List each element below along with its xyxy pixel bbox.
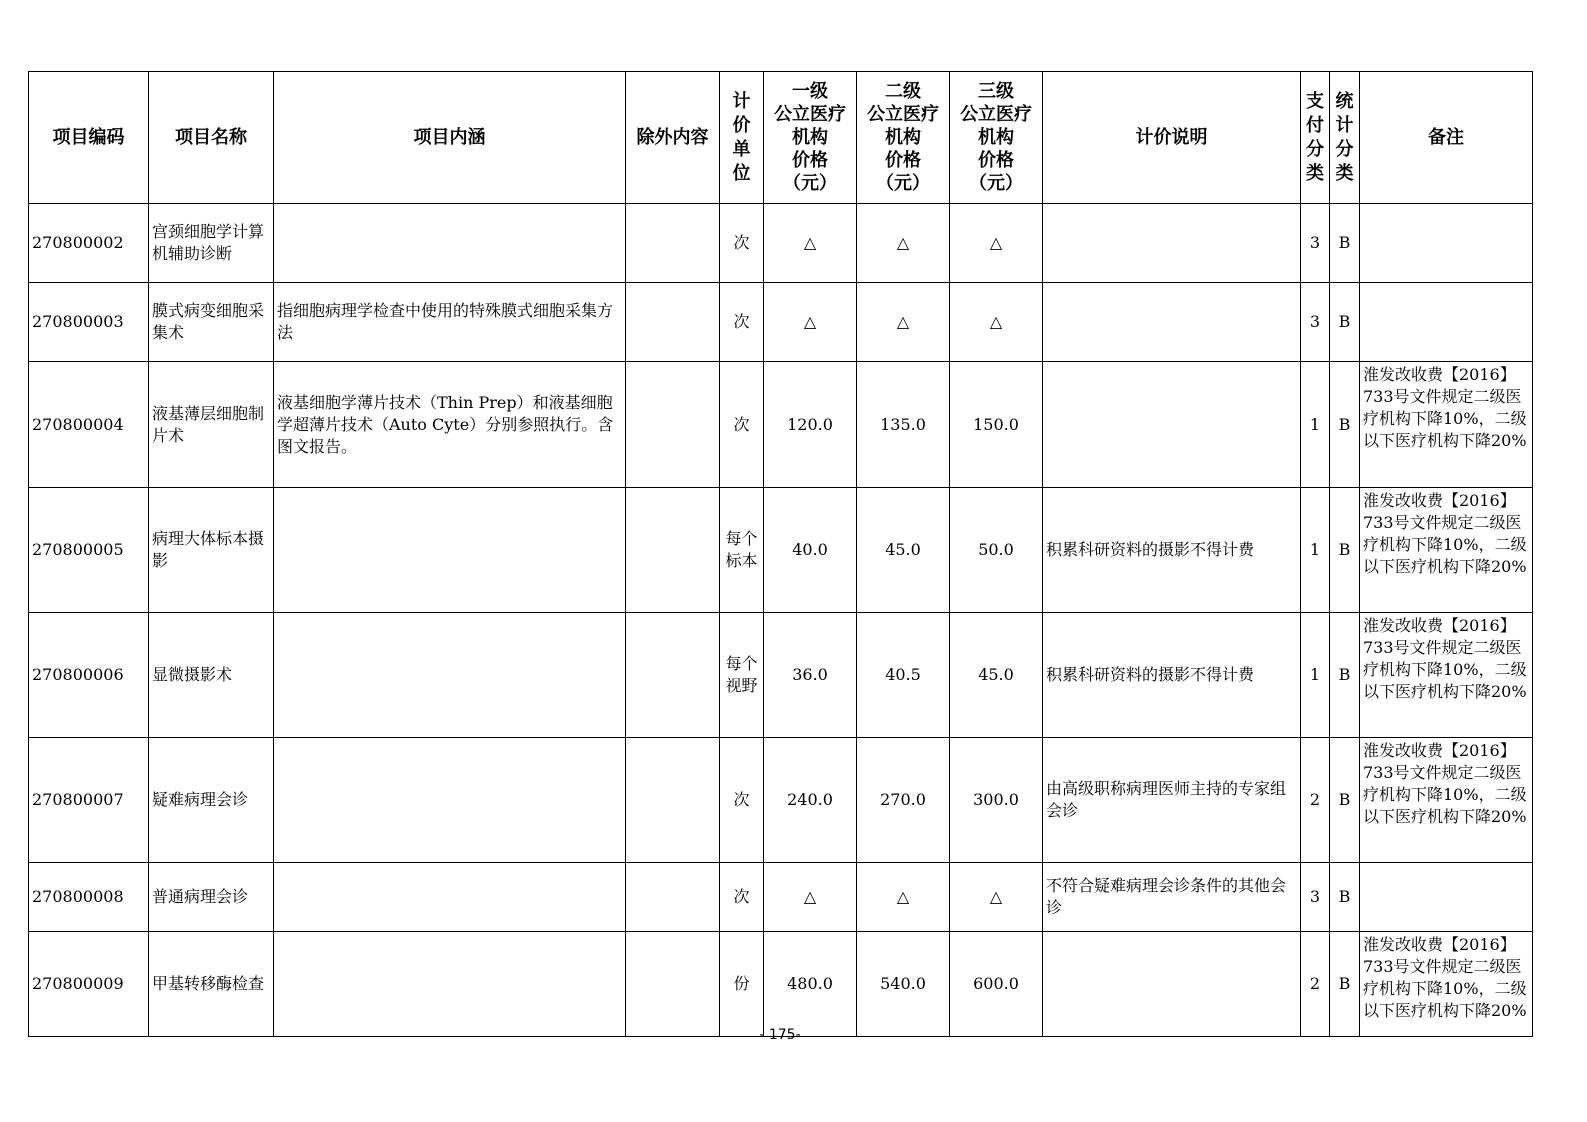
header-price3-line: 价格	[978, 150, 1014, 171]
cell-unit	[720, 932, 764, 1037]
cell-content	[274, 204, 626, 283]
page-number: - 175-	[759, 1027, 801, 1043]
cell-stat: B	[1330, 932, 1360, 1037]
cell-pay: 3	[1301, 283, 1330, 362]
cell-content	[274, 932, 626, 1037]
cell-stat: B	[1330, 863, 1360, 932]
cell-price3: △	[950, 204, 1043, 283]
header-unit-text: 计价单位	[732, 90, 751, 184]
header-price3	[950, 72, 1043, 204]
cell-code: 270800006	[29, 613, 149, 738]
table-row	[29, 863, 1533, 932]
cell-content: 液基细胞学薄片技术（Thin Prep）和液基细胞学超薄片技术（Auto Cyte）分别参照执行。含图文报告。	[274, 362, 626, 488]
cell-desc: 积累科研资料的摄影不得计费	[1043, 613, 1301, 738]
header-price1-line: 一级	[792, 81, 828, 102]
cell-desc	[1043, 932, 1301, 1037]
cell-price1: 36.0	[764, 613, 857, 738]
cell-exclusion	[626, 488, 720, 613]
header-stat-text: 统计分类	[1335, 90, 1354, 184]
cell-exclusion	[626, 204, 720, 283]
header-price2-line: 机构	[885, 127, 921, 148]
header-price3-line: （元）	[969, 173, 1023, 194]
cell-content	[274, 613, 626, 738]
cell-note: 淮发改收费【2016】733号文件规定二级医疗机构下降10%，二级以下医疗机构下降20%	[1360, 362, 1533, 488]
cell-code: 270800005	[29, 488, 149, 613]
cell-stat: B	[1330, 613, 1360, 738]
cell-content	[274, 863, 626, 932]
cell-price2: 40.5	[857, 613, 950, 738]
cell-unit-text: 次	[733, 790, 750, 809]
cell-content	[274, 738, 626, 863]
header-row	[29, 72, 1533, 204]
cell-note: 淮发改收费【2016】733号文件规定二级医疗机构下降10%，二级以下医疗机构下降20%	[1360, 738, 1533, 863]
cell-unit-text: 次	[733, 414, 750, 434]
cell-price3: 150.0	[950, 362, 1043, 488]
cell-content: 指细胞病理学检查中使用的特殊膜式细胞采集方法	[274, 283, 626, 362]
header-note: 备注	[1360, 72, 1533, 204]
cell-unit-text: 份	[733, 974, 750, 993]
cell-name: 宫颈细胞学计算机辅助诊断	[149, 204, 274, 283]
cell-desc	[1043, 204, 1301, 283]
cell-unit	[720, 488, 764, 613]
cell-pay: 2	[1301, 932, 1330, 1037]
cell-price3: 50.0	[950, 488, 1043, 613]
cell-desc: 积累科研资料的摄影不得计费	[1043, 488, 1301, 613]
cell-note	[1360, 283, 1533, 362]
header-price1	[764, 72, 857, 204]
cell-name: 膜式病变细胞采集术	[149, 283, 274, 362]
table-row	[29, 488, 1533, 613]
cell-unit-text: 每个标本	[725, 529, 758, 570]
header-desc: 计价说明	[1043, 72, 1301, 204]
header-price2	[857, 72, 950, 204]
cell-unit	[720, 283, 764, 362]
header-price3-line: 三级	[978, 81, 1014, 102]
cell-price1: 240.0	[764, 738, 857, 863]
cell-stat: B	[1330, 283, 1360, 362]
cell-unit	[720, 738, 764, 863]
cell-unit	[720, 613, 764, 738]
header-exclusion: 除外内容	[626, 72, 720, 204]
cell-price3: △	[950, 283, 1043, 362]
header-price2-line: （元）	[876, 173, 930, 194]
cell-unit	[720, 362, 764, 488]
cell-code: 270800008	[29, 863, 149, 932]
header-pay-text: 支付分类	[1305, 90, 1324, 184]
cell-code: 270800004	[29, 362, 149, 488]
cell-code: 270800002	[29, 204, 149, 283]
cell-name: 甲基转移酶检查	[149, 932, 274, 1037]
cell-exclusion	[626, 932, 720, 1037]
cell-pay: 1	[1301, 362, 1330, 488]
cell-note	[1360, 204, 1533, 283]
cell-stat: B	[1330, 362, 1360, 488]
cell-price2: △	[857, 863, 950, 932]
table-row	[29, 738, 1533, 863]
header-price2-line: 公立医疗	[867, 104, 939, 125]
header-price2-line: 价格	[885, 150, 921, 171]
cell-price2: 45.0	[857, 488, 950, 613]
header-code: 项目编码	[29, 72, 149, 204]
cell-pay: 3	[1301, 204, 1330, 283]
cell-price1: 480.0	[764, 932, 857, 1037]
cell-price3: 300.0	[950, 738, 1043, 863]
header-price1-line: 机构	[792, 127, 828, 148]
cell-name: 病理大体标本摄影	[149, 488, 274, 613]
cell-unit-text: 次	[733, 887, 750, 906]
header-content: 项目内涵	[274, 72, 626, 204]
cell-unit-text: 次	[733, 233, 750, 252]
cell-price3: 45.0	[950, 613, 1043, 738]
cell-note	[1360, 863, 1533, 932]
header-pay	[1301, 72, 1330, 204]
cell-exclusion	[626, 738, 720, 863]
cell-stat: B	[1330, 488, 1360, 613]
cell-price1: △	[764, 283, 857, 362]
cell-desc	[1043, 362, 1301, 488]
cell-exclusion	[626, 613, 720, 738]
header-unit	[720, 72, 764, 204]
cell-unit-text: 次	[733, 312, 750, 331]
cell-price2: △	[857, 283, 950, 362]
cell-note: 淮发改收费【2016】733号文件规定二级医疗机构下降10%，二级以下医疗机构下降20%	[1360, 932, 1533, 1037]
cell-desc: 不符合疑难病理会诊条件的其他会诊	[1043, 863, 1301, 932]
cell-exclusion	[626, 362, 720, 488]
header-stat	[1330, 72, 1360, 204]
header-price3-line: 机构	[978, 127, 1014, 148]
table-row	[29, 362, 1533, 488]
cell-price3: 600.0	[950, 932, 1043, 1037]
price-table	[28, 71, 1533, 1037]
cell-pay: 1	[1301, 488, 1330, 613]
cell-stat: B	[1330, 204, 1360, 283]
cell-code: 270800009	[29, 932, 149, 1037]
table-row	[29, 283, 1533, 362]
cell-code: 270800003	[29, 283, 149, 362]
header-price3-line: 公立医疗	[960, 104, 1032, 125]
cell-exclusion	[626, 863, 720, 932]
cell-desc	[1043, 283, 1301, 362]
cell-note: 淮发改收费【2016】733号文件规定二级医疗机构下降10%，二级以下医疗机构下降20%	[1360, 613, 1533, 738]
header-price1-line: （元）	[783, 173, 837, 194]
cell-unit-text: 每个视野	[725, 654, 758, 695]
cell-price2: 135.0	[857, 362, 950, 488]
header-price1-line: 公立医疗	[774, 104, 846, 125]
header-name: 项目名称	[149, 72, 274, 204]
cell-content	[274, 488, 626, 613]
cell-price1: △	[764, 863, 857, 932]
table-row	[29, 932, 1533, 1037]
cell-price1: 40.0	[764, 488, 857, 613]
cell-pay: 3	[1301, 863, 1330, 932]
cell-name: 疑难病理会诊	[149, 738, 274, 863]
cell-price2: 270.0	[857, 738, 950, 863]
cell-exclusion	[626, 283, 720, 362]
cell-stat: B	[1330, 738, 1360, 863]
cell-price3: △	[950, 863, 1043, 932]
cell-unit	[720, 863, 764, 932]
cell-price1: △	[764, 204, 857, 283]
cell-code: 270800007	[29, 738, 149, 863]
cell-pay: 1	[1301, 613, 1330, 738]
cell-note: 淮发改收费【2016】733号文件规定二级医疗机构下降10%，二级以下医疗机构下降20%	[1360, 488, 1533, 613]
cell-pay: 2	[1301, 738, 1330, 863]
table-row	[29, 204, 1533, 283]
cell-name: 液基薄层细胞制片术	[149, 362, 274, 488]
cell-name: 显微摄影术	[149, 613, 274, 738]
cell-name: 普通病理会诊	[149, 863, 274, 932]
table-row	[29, 613, 1533, 738]
cell-desc: 由高级职称病理医师主持的专家组会诊	[1043, 738, 1301, 863]
cell-price2: △	[857, 204, 950, 283]
cell-price2: 540.0	[857, 932, 950, 1037]
cell-unit	[720, 204, 764, 283]
cell-price1: 120.0	[764, 362, 857, 488]
header-price1-line: 价格	[792, 150, 828, 171]
header-price2-line: 二级	[885, 81, 921, 102]
